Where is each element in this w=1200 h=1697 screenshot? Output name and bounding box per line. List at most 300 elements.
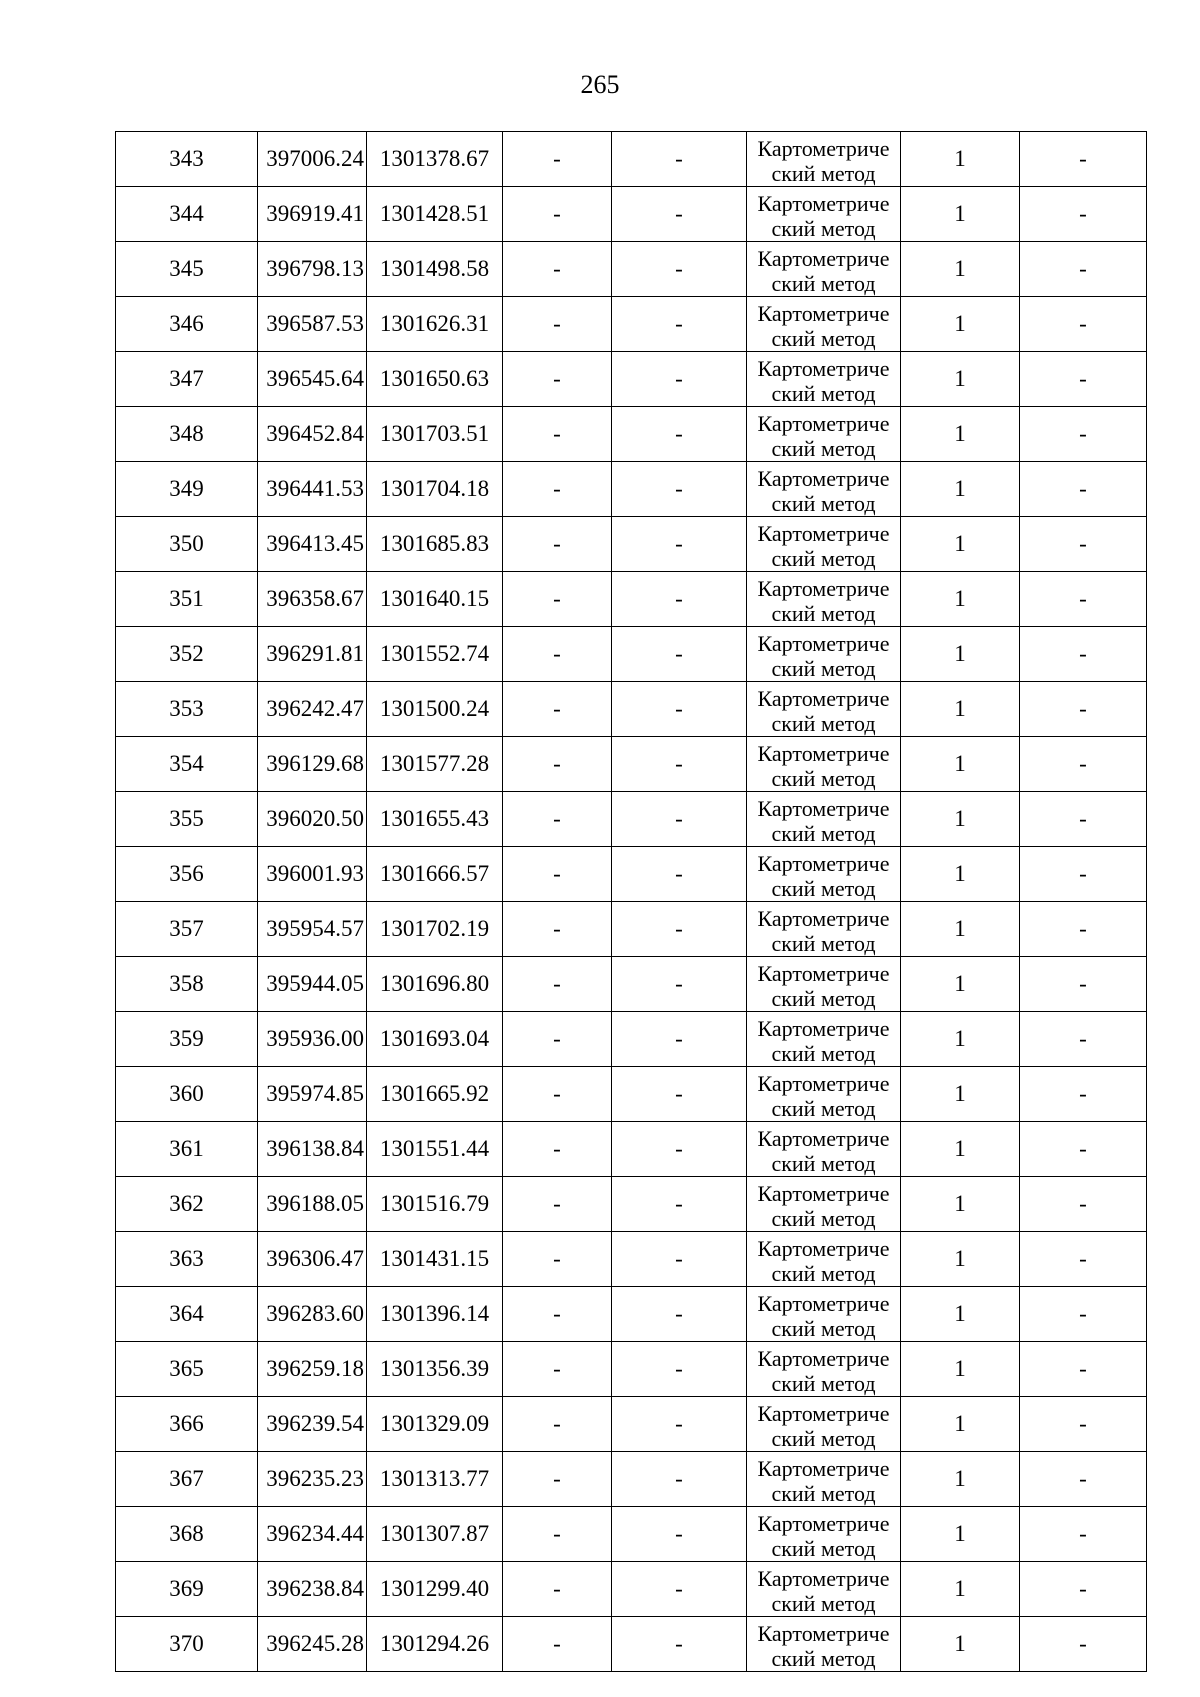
method-line-2: ский метод [771,1151,876,1176]
table-row [116,792,1147,847]
point-number-cell: 351 [116,572,258,627]
point-number-cell: 361 [116,1122,258,1177]
method-line-2: ский метод [771,986,876,1011]
method-line-1: Картометриче [757,1236,890,1261]
empty-value-cell: - [612,1287,747,1342]
table-row [116,572,1147,627]
x-coordinate-cell: 396545.64 [258,352,367,407]
empty-value-cell: - [503,737,612,792]
empty-value-cell: - [1020,627,1147,682]
accuracy-cell: 1 [901,627,1020,682]
y-coordinate-cell: 1301516.79 [367,1177,503,1232]
x-coordinate-cell: 396291.81 [258,627,367,682]
method-line-2: ский метод [771,1591,876,1616]
table-row [116,1507,1147,1562]
empty-value-cell: - [612,352,747,407]
method-line-1: Картометриче [757,1511,890,1536]
y-coordinate-cell: 1301640.15 [367,572,503,627]
empty-value-cell: - [612,132,747,187]
method-line-2: ский метод [771,766,876,791]
point-number-cell: 353 [116,682,258,737]
point-number-cell: 363 [116,1232,258,1287]
point-number-cell: 367 [116,1452,258,1507]
y-coordinate-cell: 1301299.40 [367,1562,503,1617]
empty-value-cell: - [612,682,747,737]
empty-value-cell: - [503,1617,612,1672]
table-row [116,517,1147,572]
empty-value-cell: - [503,1507,612,1562]
accuracy-cell: 1 [901,792,1020,847]
empty-value-cell: - [612,957,747,1012]
empty-value-cell: - [503,1287,612,1342]
empty-value-cell: - [612,1617,747,1672]
accuracy-cell: 1 [901,1452,1020,1507]
empty-value-cell: - [503,1342,612,1397]
empty-value-cell: - [612,1067,747,1122]
empty-value-cell: - [612,792,747,847]
y-coordinate-cell: 1301396.14 [367,1287,503,1342]
empty-value-cell: - [503,187,612,242]
method-line-2: ский метод [771,1261,876,1286]
y-coordinate-cell: 1301294.26 [367,1617,503,1672]
empty-value-cell: - [612,1177,747,1232]
method-cell [747,1562,901,1617]
table-row [116,902,1147,957]
point-number-cell: 369 [116,1562,258,1617]
y-coordinate-cell: 1301650.63 [367,352,503,407]
empty-value-cell: - [503,517,612,572]
method-cell [747,517,901,572]
empty-value-cell: - [1020,1287,1147,1342]
x-coordinate-cell: 396239.54 [258,1397,367,1452]
method-line-1: Картометриче [757,301,890,326]
y-coordinate-cell: 1301313.77 [367,1452,503,1507]
x-coordinate-cell: 396188.05 [258,1177,367,1232]
table-row [116,1012,1147,1067]
method-cell [747,1617,901,1672]
x-coordinate-cell: 396129.68 [258,737,367,792]
y-coordinate-cell: 1301704.18 [367,462,503,517]
point-number-cell: 370 [116,1617,258,1672]
y-coordinate-cell: 1301431.15 [367,1232,503,1287]
y-coordinate-cell: 1301666.57 [367,847,503,902]
point-number-cell: 357 [116,902,258,957]
table-row [116,1122,1147,1177]
empty-value-cell: - [1020,462,1147,517]
y-coordinate-cell: 1301703.51 [367,407,503,462]
empty-value-cell: - [612,407,747,462]
method-cell [747,682,901,737]
method-line-2: ский метод [771,656,876,681]
y-coordinate-cell: 1301428.51 [367,187,503,242]
method-cell [747,627,901,682]
empty-value-cell: - [612,847,747,902]
x-coordinate-cell: 396413.45 [258,517,367,572]
method-cell [747,1232,901,1287]
accuracy-cell: 1 [901,572,1020,627]
x-coordinate-cell: 396259.18 [258,1342,367,1397]
empty-value-cell: - [1020,297,1147,352]
empty-value-cell: - [503,132,612,187]
method-line-1: Картометриче [757,1291,890,1316]
method-line-2: ский метод [771,931,876,956]
table-body [116,132,1147,1672]
accuracy-cell: 1 [901,297,1020,352]
empty-value-cell: - [612,462,747,517]
method-line-2: ский метод [771,271,876,296]
x-coordinate-cell: 396587.53 [258,297,367,352]
method-line-1: Картометриче [757,136,890,161]
table-row [116,627,1147,682]
empty-value-cell: - [612,902,747,957]
method-line-2: ский метод [771,161,876,186]
method-line-1: Картометриче [757,1566,890,1591]
point-number-cell: 368 [116,1507,258,1562]
method-cell [747,737,901,792]
y-coordinate-cell: 1301500.24 [367,682,503,737]
point-number-cell: 344 [116,187,258,242]
empty-value-cell: - [503,462,612,517]
method-line-2: ский метод [771,436,876,461]
empty-value-cell: - [1020,517,1147,572]
empty-value-cell: - [1020,1452,1147,1507]
accuracy-cell: 1 [901,407,1020,462]
table-row [116,847,1147,902]
point-number-cell: 350 [116,517,258,572]
method-line-1: Картометриче [757,191,890,216]
method-cell [747,132,901,187]
method-cell [747,242,901,297]
empty-value-cell: - [1020,1397,1147,1452]
accuracy-cell: 1 [901,737,1020,792]
empty-value-cell: - [1020,407,1147,462]
method-cell [747,297,901,352]
empty-value-cell: - [1020,792,1147,847]
empty-value-cell: - [1020,132,1147,187]
empty-value-cell: - [1020,572,1147,627]
accuracy-cell: 1 [901,1232,1020,1287]
coordinates-table [115,131,1147,1672]
method-cell [747,1067,901,1122]
method-line-1: Картометриче [757,1126,890,1151]
method-cell [747,407,901,462]
table-row [116,242,1147,297]
point-number-cell: 354 [116,737,258,792]
accuracy-cell: 1 [901,187,1020,242]
accuracy-cell: 1 [901,1617,1020,1672]
method-line-1: Картометриче [757,246,890,271]
x-coordinate-cell: 396283.60 [258,1287,367,1342]
y-coordinate-cell: 1301693.04 [367,1012,503,1067]
method-line-2: ский метод [771,326,876,351]
method-line-1: Картометриче [757,1016,890,1041]
x-coordinate-cell: 396138.84 [258,1122,367,1177]
empty-value-cell: - [612,737,747,792]
accuracy-cell: 1 [901,682,1020,737]
empty-value-cell: - [1020,1012,1147,1067]
empty-value-cell: - [612,242,747,297]
x-coordinate-cell: 396234.44 [258,1507,367,1562]
x-coordinate-cell: 396452.84 [258,407,367,462]
accuracy-cell: 1 [901,1342,1020,1397]
empty-value-cell: - [503,902,612,957]
method-line-2: ский метод [771,1041,876,1066]
point-number-cell: 345 [116,242,258,297]
method-line-1: Картометриче [757,356,890,381]
method-line-2: ский метод [771,1646,876,1671]
point-number-cell: 358 [116,957,258,1012]
empty-value-cell: - [612,297,747,352]
y-coordinate-cell: 1301356.39 [367,1342,503,1397]
method-cell [747,352,901,407]
accuracy-cell: 1 [901,1507,1020,1562]
method-cell [747,1287,901,1342]
empty-value-cell: - [503,957,612,1012]
point-number-cell: 347 [116,352,258,407]
table-row [116,1287,1147,1342]
y-coordinate-cell: 1301329.09 [367,1397,503,1452]
x-coordinate-cell: 396306.47 [258,1232,367,1287]
empty-value-cell: - [612,1012,747,1067]
table-row [116,1562,1147,1617]
method-cell [747,1397,901,1452]
table-row [116,1067,1147,1122]
empty-value-cell: - [1020,1067,1147,1122]
method-cell [747,957,901,1012]
empty-value-cell: - [503,792,612,847]
method-line-2: ский метод [771,821,876,846]
accuracy-cell: 1 [901,1067,1020,1122]
method-cell [747,1452,901,1507]
method-line-1: Картометриче [757,576,890,601]
table-row [116,1452,1147,1507]
y-coordinate-cell: 1301552.74 [367,627,503,682]
table-row [116,407,1147,462]
accuracy-cell: 1 [901,1122,1020,1177]
method-line-2: ский метод [771,1371,876,1396]
table-row [116,297,1147,352]
method-line-1: Картометриче [757,686,890,711]
empty-value-cell: - [1020,1177,1147,1232]
table-row [116,352,1147,407]
method-line-1: Картометриче [757,466,890,491]
empty-value-cell: - [612,1397,747,1452]
y-coordinate-cell: 1301307.87 [367,1507,503,1562]
method-line-1: Картометриче [757,851,890,876]
table-row [116,187,1147,242]
point-number-cell: 356 [116,847,258,902]
point-number-cell: 364 [116,1287,258,1342]
table-row [116,1617,1147,1672]
method-cell [747,902,901,957]
point-number-cell: 359 [116,1012,258,1067]
accuracy-cell: 1 [901,847,1020,902]
x-coordinate-cell: 396242.47 [258,682,367,737]
method-line-2: ский метод [771,1481,876,1506]
y-coordinate-cell: 1301702.19 [367,902,503,957]
x-coordinate-cell: 396441.53 [258,462,367,517]
empty-value-cell: - [612,1562,747,1617]
accuracy-cell: 1 [901,517,1020,572]
method-line-1: Картометриче [757,1456,890,1481]
empty-value-cell: - [503,352,612,407]
method-line-1: Картометриче [757,1071,890,1096]
empty-value-cell: - [503,297,612,352]
method-line-2: ский метод [771,601,876,626]
table-row [116,957,1147,1012]
method-line-1: Картометриче [757,796,890,821]
method-line-1: Картометриче [757,411,890,436]
method-line-1: Картометриче [757,1346,890,1371]
empty-value-cell: - [1020,847,1147,902]
x-coordinate-cell: 395936.00 [258,1012,367,1067]
empty-value-cell: - [503,1397,612,1452]
empty-value-cell: - [1020,1342,1147,1397]
method-line-2: ский метод [771,546,876,571]
method-line-1: Картометриче [757,521,890,546]
method-line-2: ский метод [771,1426,876,1451]
empty-value-cell: - [503,572,612,627]
point-number-cell: 366 [116,1397,258,1452]
empty-value-cell: - [1020,737,1147,792]
accuracy-cell: 1 [901,352,1020,407]
table-row [116,1177,1147,1232]
x-coordinate-cell: 395974.85 [258,1067,367,1122]
table-row [116,462,1147,517]
empty-value-cell: - [1020,1122,1147,1177]
empty-value-cell: - [503,1177,612,1232]
method-cell [747,462,901,517]
accuracy-cell: 1 [901,462,1020,517]
x-coordinate-cell: 395954.57 [258,902,367,957]
x-coordinate-cell: 396358.67 [258,572,367,627]
accuracy-cell: 1 [901,242,1020,297]
empty-value-cell: - [612,627,747,682]
method-cell [747,187,901,242]
point-number-cell: 360 [116,1067,258,1122]
empty-value-cell: - [612,1342,747,1397]
y-coordinate-cell: 1301696.80 [367,957,503,1012]
x-coordinate-cell: 396238.84 [258,1562,367,1617]
method-cell [747,792,901,847]
empty-value-cell: - [1020,1562,1147,1617]
x-coordinate-cell: 396235.23 [258,1452,367,1507]
point-number-cell: 355 [116,792,258,847]
method-line-1: Картометриче [757,1181,890,1206]
empty-value-cell: - [503,1452,612,1507]
x-coordinate-cell: 396001.93 [258,847,367,902]
method-line-1: Картометриче [757,961,890,986]
method-line-1: Картометриче [757,1401,890,1426]
point-number-cell: 349 [116,462,258,517]
empty-value-cell: - [1020,1232,1147,1287]
method-line-1: Картометриче [757,1621,890,1646]
method-line-2: ский метод [771,1096,876,1121]
empty-value-cell: - [1020,242,1147,297]
accuracy-cell: 1 [901,1012,1020,1067]
empty-value-cell: - [503,407,612,462]
empty-value-cell: - [503,1232,612,1287]
empty-value-cell: - [503,847,612,902]
accuracy-cell: 1 [901,1562,1020,1617]
method-line-2: ский метод [771,1536,876,1561]
y-coordinate-cell: 1301577.28 [367,737,503,792]
method-line-2: ский метод [771,216,876,241]
method-cell [747,1122,901,1177]
y-coordinate-cell: 1301665.92 [367,1067,503,1122]
empty-value-cell: - [1020,352,1147,407]
y-coordinate-cell: 1301551.44 [367,1122,503,1177]
table-row [116,737,1147,792]
empty-value-cell: - [503,627,612,682]
method-line-2: ский метод [771,711,876,736]
empty-value-cell: - [503,1067,612,1122]
empty-value-cell: - [503,1122,612,1177]
method-cell [747,1342,901,1397]
empty-value-cell: - [612,1122,747,1177]
point-number-cell: 348 [116,407,258,462]
point-number-cell: 365 [116,1342,258,1397]
method-line-1: Картометриче [757,906,890,931]
table-row [116,132,1147,187]
empty-value-cell: - [503,682,612,737]
accuracy-cell: 1 [901,1397,1020,1452]
method-line-2: ский метод [771,876,876,901]
table-row [116,1232,1147,1287]
method-line-2: ский метод [771,381,876,406]
method-cell [747,572,901,627]
method-cell [747,1012,901,1067]
accuracy-cell: 1 [901,1177,1020,1232]
accuracy-cell: 1 [901,957,1020,1012]
x-coordinate-cell: 395944.05 [258,957,367,1012]
table-row [116,1342,1147,1397]
method-line-2: ский метод [771,1206,876,1231]
empty-value-cell: - [612,187,747,242]
point-number-cell: 346 [116,297,258,352]
point-number-cell: 362 [116,1177,258,1232]
method-line-2: ский метод [771,1316,876,1341]
y-coordinate-cell: 1301655.43 [367,792,503,847]
method-line-1: Картометриче [757,631,890,656]
empty-value-cell: - [1020,957,1147,1012]
empty-value-cell: - [1020,682,1147,737]
empty-value-cell: - [1020,1617,1147,1672]
table-row [116,682,1147,737]
accuracy-cell: 1 [901,132,1020,187]
x-coordinate-cell: 396245.28 [258,1617,367,1672]
empty-value-cell: - [503,1562,612,1617]
point-number-cell: 352 [116,627,258,682]
accuracy-cell: 1 [901,902,1020,957]
method-cell [747,1507,901,1562]
y-coordinate-cell: 1301626.31 [367,297,503,352]
x-coordinate-cell: 397006.24 [258,132,367,187]
empty-value-cell: - [1020,187,1147,242]
x-coordinate-cell: 396798.13 [258,242,367,297]
y-coordinate-cell: 1301685.83 [367,517,503,572]
method-line-2: ский метод [771,491,876,516]
page-number: 265 [580,70,620,99]
empty-value-cell: - [612,1232,747,1287]
empty-value-cell: - [612,1452,747,1507]
y-coordinate-cell: 1301378.67 [367,132,503,187]
method-line-1: Картометриче [757,741,890,766]
empty-value-cell: - [1020,902,1147,957]
empty-value-cell: - [1020,1507,1147,1562]
point-number-cell: 343 [116,132,258,187]
empty-value-cell: - [612,517,747,572]
